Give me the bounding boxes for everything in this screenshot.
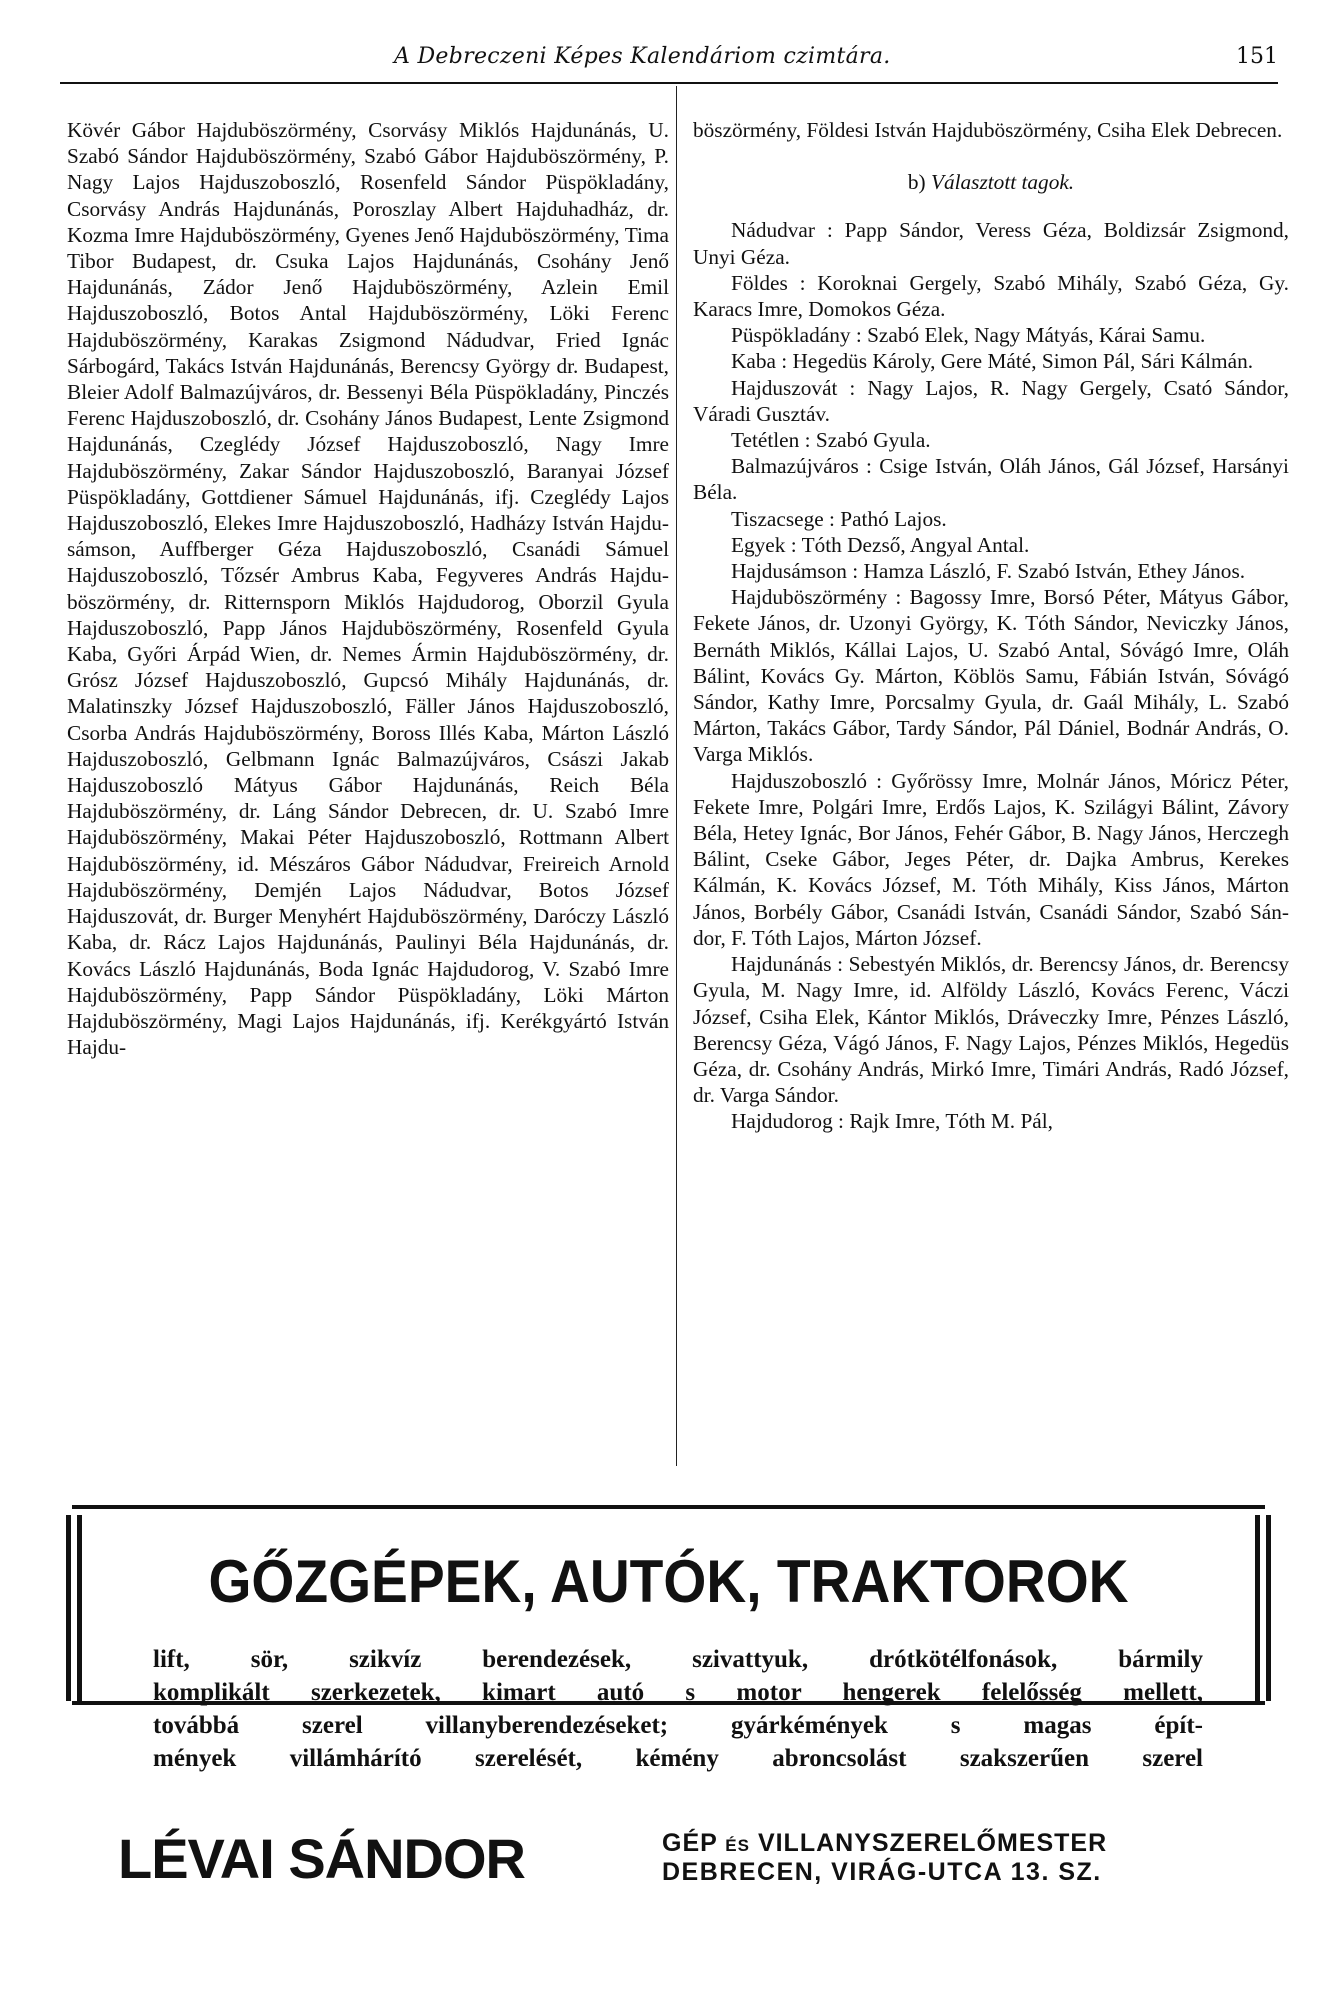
entry-names: Csige István, Oláh János, Gál József, Harsányi Béla.: [693, 454, 1289, 505]
entry-place: Hajduszovát: [731, 375, 838, 400]
ad-body-line: mények villámhárító szerelését, kémény abroncsolást szakszerűen szerel: [153, 1745, 1203, 1772]
entry-names: Nagy Lajos, R. Nagy Gergely, Csató Sándor, Váradi Gusztáv.: [693, 375, 1289, 426]
elected-members-entry: Tetétlen : Szabó Gyula.: [731, 428, 931, 453]
advertiser-address: DEBRECEN, VIRÁG-UTCA 13. SZ.: [662, 1858, 1102, 1886]
ad-body-line: továbbá szerel villanyberendezéseket; gyárkémények s magas épít-: [153, 1712, 1203, 1739]
elected-members-entry: Hajduszoboszló : Győrössy Imre, Molnár János, Móricz Péter, Fekete Imre, Polgári Imre, Erdős Lajos, K. Szilágyi Bálint, Závory Béla, Hetey Ignác, Bor János, Fehér Gábor, B. Nagy János, Herczegh Bálint, Cseke Gábor, Jeges Péter, dr. Dajka Ambrus, Kerekes Kálmán, K. Kovács József, M. Tóth Mihály, Kiss János, Márton János, Borbély Gábor, Csanádi István, Csanádi Sándor, Szabó Sándor, F. Tóth Lajos, Márton József.: [693, 768, 1289, 950]
right-column: [693, 117, 1289, 1135]
trade-suffix: VILLANYSZERELŐMESTER: [757, 1829, 1108, 1857]
running-head: [60, 40, 1278, 80]
trade-prefix: GÉP: [662, 1829, 718, 1857]
elected-members-entry: Hajduszovát : Nagy Lajos, R. Nagy Gergely, Csató Sándor, Váradi Gusztáv.: [693, 375, 1289, 426]
ad-body: [153, 1643, 1203, 1775]
entry-names: Hamza László, F. Szabó István, Ethey János.: [863, 559, 1246, 584]
entry-names: Pathó Lajos.: [840, 506, 947, 531]
elected-members-entry: Hajdunánás : Sebestyén Miklós, dr. Berencsy János, dr. Berencsy Gyula, M. Nagy Imre, id. Alföldy László, Kovács Ferenc, Váczi József, Csiha Elek, Kántor Miklós, Dráveczky Imre, Pénzes László, Berencsy Géza, Vágó János, F. Nagy Lajos, Pénzes Miklós, Hegedüs Géza, dr. Csohány András, Mirkó Imre, Timári András, Radó József, dr. Varga Sándor.: [693, 952, 1289, 1108]
header-rule: [60, 82, 1278, 84]
elected-members-entry: Kaba : Hegedüs Károly, Gere Máté, Simon Pál, Sári Kálmán.: [731, 349, 1254, 374]
entry-place: Földes: [731, 270, 788, 295]
entry-place: Tetétlen: [731, 428, 800, 453]
entry-names: Győrössy Imre, Molnár János, Móricz Péter, Fekete Imre, Polgári Imre, Erdős Lajos, K. Szilágyi Bálint, Závory Béla, Hetey Ignác, Bor János, Fehér Gábor, B. Nagy János, Herczegh Bálint, Cseke Gábor, Jeges Péter, dr. Dajka Ambrus, Kerekes Kálmán, K. Kovács József, M. Tóth Mihály, Kiss János, Márton János, Borbély Gábor, Csanádi István, Csanádi Sándor, Szabó Sándor, F. Tóth Lajos, Márton József.: [693, 768, 1289, 950]
ad-body-line: komplikált szerkezetek, kimart autó s motor hengerek felelősség mellett,: [153, 1679, 1203, 1706]
entry-place: Tiszacsege: [731, 506, 824, 531]
elected-members-entry: Balmazújváros : Csige István, Oláh János, Gál József, Harsányi Béla.: [693, 454, 1289, 505]
advertiser-name: LÉVAI SÁNDOR: [118, 1827, 525, 1890]
entry-names: Papp Sándor, Veress Géza, Boldizsár Zsigmond, Unyi Géza.: [693, 218, 1289, 269]
elected-members-entry: Egyek : Tóth Dezső, Angyal Antal.: [731, 532, 1030, 557]
entry-place: Püspökladány: [731, 323, 851, 348]
column-divider: [676, 86, 677, 1466]
entry-names: Szabó Elek, Nagy Mátyás, Kárai Samu.: [867, 323, 1206, 348]
entry-place: Nádudvar: [731, 218, 815, 243]
elected-members-list: [693, 217, 1289, 1134]
entry-names: Tóth Dezső, Angyal Antal.: [801, 532, 1030, 557]
left-column: [67, 117, 669, 1060]
section-subheading: [693, 169, 1289, 195]
subheading-label: b): [907, 170, 926, 195]
entry-place: Hajdudorog: [731, 1109, 833, 1134]
elected-members-entry: Földes : Koroknai Gergely, Szabó Mihály, Szabó Géza, Gy. Karacs Imre, Domokos Géza.: [693, 270, 1289, 322]
elected-members-entry: Tiszacsege : Pathó Lajos.: [731, 506, 947, 531]
elected-members-entry: Püspökladány : Szabó Elek, Nagy Mátyás, Kárai Samu.: [731, 323, 1206, 348]
subheading-title: Választott tagok.: [930, 170, 1075, 195]
entry-names: Sebestyén Miklós, dr. Berencsy János, dr. Berencsy Gyula, M. Nagy Imre, id. Alföldy László, Kovács Ferenc, Váczi József, Csiha Elek, Kántor Miklós, Dráveczky Imre, Pénzes László, Berencsy Géza, Vágó János, F. Nagy Lajos, Pénzes Miklós, Hegedüs Géza, dr. Csohány András, Mirkó Imre, Timári András, Radó József, dr. Varga Sándor.: [693, 952, 1289, 1108]
entry-names: Bagossy Imre, Borsó Péter, Mátyus Gábor, Fekete János, dr. Uzonyi György, K. Tóth Sándor, Neviczky János, Bernáth Miklós, Kállai Lajos, U. Szabó Antal, Sóvágó Imre, Oláh Bálint, Kovács Gy. Márton, Köblös Samu, Fábián István, Sóvágó Sándor, Kathy Imre, Porcsalmy Gyula, dr. Gaál Mihály, L. Szabó Márton, Takács Gábor, Tardy Sándor, Pál Dániel, Bodnár András, O. Varga Miklós.: [693, 585, 1289, 767]
advertiser-trade: [662, 1830, 1107, 1885]
entry-place: Hajdusámson: [731, 559, 847, 584]
entry-place: Kaba: [731, 349, 776, 374]
entry-place: Egyek: [731, 532, 786, 557]
entry-place: Hajdunánás: [731, 952, 832, 977]
elected-members-entry: Hajdudorog : Rajk Imre, Tóth M. Pál,: [731, 1109, 1053, 1134]
entry-names: Rajk Imre, Tóth M. Pál,: [849, 1109, 1053, 1134]
entry-place: Hajduböszörmény: [731, 585, 888, 610]
entry-names: Koroknai Gergely, Szabó Mihály, Szabó Géza, Gy. Karacs Imre, Domokos Géza.: [693, 270, 1289, 322]
entry-place: Balmazújváros: [731, 454, 859, 479]
entry-names: Szabó Gyula.: [815, 428, 931, 453]
ad-body-line: lift, sör, szikvíz berendezések, szivattyuk, drótkötélfonások, bármily: [153, 1646, 1203, 1673]
member-list-paragraph: Kövér Gábor Hajduböszörmény, Csorvásy Miklós Hajdunánás, U. Szabó Sándor Hajduböszörmény, Szabó Gábor Hajduböszörmény, P. Nagy Lajos Hajduszoboszló, Rosenfeld Sándor Püspökladány, Csorvásy András Hajdunánás, Poroszlay Albert Hajduhadház, dr. Kozma Imre Hajduböszörmény, Gyenes Jenő Hajduböszörmény, Tima Tibor Budapest, dr. Csuka Lajos Hajdunánás, Csohány Jenő Hajdunánás, Zádor Jenő Hajduböszörmény, Azlein Emil Hajduszoboszló, Botos Antal Hajduböszörmény, Löki Ferenc Hajduböszörmény, Karakas Zsigmond Nádudvar, Fried Ignác Sárbogárd, Takács István Hajdunánás, Berencsy György dr. Budapest, Bleier Adolf Balmazújváros, dr. Bessenyi Béla Püspökladány, Pinczés Ferenc Hajduszoboszló, dr. Csohány János Budapest, Lente Zsigmond Hajdunánás, Czeglédy József Hajduszoboszló, Nagy Imre Hajduböszörmény, Zakar Sándor Hajduszoboszló, Baranyai József Püspökladány, Gottdiener Sámuel Hajdunánás, ifj. Czeglédy Lajos Hajduszoboszló, Elekes Imre Hajduszoboszló, Hadházy István Hajdusámson, Auffberger Géza Hajduszoboszló, Csanádi Sámuel Hajduszoboszló, Tőzsér Ambrus Kaba, Fegyveres András Hajduböszörmény, dr. Ritternsporn Miklós Hajdudorog, Oborzil Gyula Hajduszoboszló, Papp János Hajduböszörmény, Rosenfeld Gyula Kaba, Győri Árpád Wien, dr. Nemes Ármin Hajduböszörmény, dr. Grósz József Hajduszoboszló, Gupcsó Mihály Hajdunánás, dr. Malatinszky József Hajduszoboszló, Fäller János Hajduszoboszló, Csorba András Hajduböszörmény, Boross Illés Kaba, Márton László Hajduszoboszló, Gelbmann Ignác Balmazújváros, Császi Jakab Hajduszoboszló Mátyus Gábor Hajdunánás, Reich Béla Hajduböszörmény, dr. Láng Sándor Debrecen, dr. U. Szabó Imre Hajduböszörmény, Makai Péter Hajduszoboszló, Rottmann Albert Hajduböszörmény, id. Mészáros Gábor Nádudvar, Freireich Arnold Hajduböszörmény, Demjén Lajos Nádudvar, Botos József Hajduszovát, dr. Burger Menyhért Hajduböszörmény, Daróczy László Kaba, dr. Rácz Lajos Hajdunánás, Paulinyi Béla Hajdunánás, dr. Kovács László Hajdunánás, Boda Ignác Hajdudorog, V. Szabó Imre Hajduböszörmény, Papp Sándor Püspökladány, Löki Márton Hajduböszörmény, Magi Lajos Hajdunánás, ifj. Kerékgyártó István Hajdu-: [67, 118, 669, 1060]
elected-members-entry: Nádudvar : Papp Sándor, Veress Géza, Boldizsár Zsigmond, Unyi Géza.: [693, 218, 1289, 269]
entry-names: Hegedüs Károly, Gere Máté, Simon Pál, Sári Kálmán.: [792, 349, 1254, 374]
trade-conjunction: ÉS: [725, 1836, 750, 1855]
ad-headline: GŐZGÉPEK, AUTÓK, TRAKTOROK: [208, 1548, 1129, 1615]
entry-place: Hajduszoboszló: [731, 768, 868, 793]
page-number: 151: [1236, 44, 1278, 69]
elected-members-entry: Hajduböszörmény : Bagossy Imre, Borsó Péter, Mátyus Gábor, Fekete János, dr. Uzonyi György, K. Tóth Sándor, Neviczky János, Bernáth Miklós, Kállai Lajos, U. Szabó Antal, Sóvágó Imre, Oláh Bálint, Kovács Gy. Márton, Köblös Samu, Fábián István, Sóvágó Sándor, Kathy Imre, Porcsalmy Gyula, dr. Gaál Mihály, L. Szabó Márton, Takács Gábor, Tardy Sándor, Pál Dániel, Bodnár András, O. Varga Miklós.: [693, 585, 1289, 767]
running-title: A Debreczeni Képes Kalendáriom czimtára.: [394, 44, 891, 69]
ad-footer: [118, 1827, 1198, 1892]
member-list-continuation: böszörmény, Földesi István Hajduböszörmény, Csiha Elek Debrecen.: [693, 118, 1283, 142]
elected-members-entry: Hajdusámson : Hamza László, F. Szabó István, Ethey János.: [731, 559, 1246, 584]
